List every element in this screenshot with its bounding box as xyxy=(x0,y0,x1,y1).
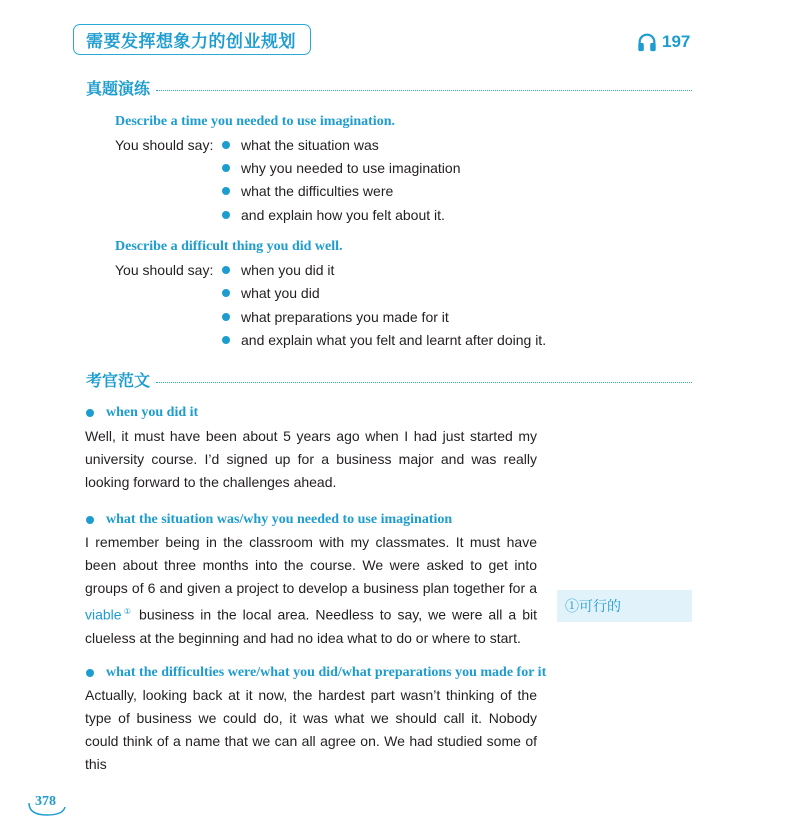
answer-paragraph-text: business in the local area. Needless to say, we were all a bit clueless at the beginning and had no idea what to do or where to start. xyxy=(85,606,537,646)
headphones-icon xyxy=(636,31,658,53)
answer-subheading-text: when you did it xyxy=(106,405,199,420)
question-title: Describe a difficult thing you did well. xyxy=(115,239,343,254)
question-bullet-text: what the situation was xyxy=(241,137,379,153)
question-bullet-text: what preparations you made for it xyxy=(241,309,449,325)
question-prompt: You should say: xyxy=(115,137,214,153)
bullet-dot-icon xyxy=(222,289,230,297)
answer-paragraph xyxy=(85,531,537,650)
question-bullet-text: what the difficulties were xyxy=(241,183,394,199)
track-number: 197 xyxy=(662,32,691,51)
bullet-dot-icon xyxy=(86,669,94,677)
answer-paragraph-text: I remember being in the classroom with my classmates. It must have been about three months into the course. We were asked to get into groups of 6 and given a project to develop a business plan together for a xyxy=(85,534,537,596)
answer-subheading-text: what the difficulties were/what you did/what preparations you made for it xyxy=(106,665,547,680)
answer-subheading xyxy=(86,665,546,681)
question-bullet xyxy=(222,262,334,278)
sample-section-title: 考官范文 xyxy=(86,371,151,390)
bullet-dot-icon xyxy=(86,409,94,417)
dotted-divider xyxy=(156,382,692,383)
answer-subheading-text: what the situation was/why you needed to use imagination xyxy=(106,512,453,527)
bullet-dot-icon xyxy=(86,516,94,524)
bullet-dot-icon xyxy=(222,211,230,219)
question-bullet-text: what you did xyxy=(241,285,320,301)
sample-section-heading xyxy=(86,368,692,391)
question-bullet xyxy=(222,332,546,348)
question-bullet-text: when you did it xyxy=(241,262,335,278)
question-bullet-text: and explain how you felt about it. xyxy=(241,207,445,223)
question-title: Describe a time you needed to use imagination. xyxy=(115,114,395,129)
bullet-dot-icon xyxy=(222,141,230,149)
page-number-text: 378 xyxy=(35,794,56,809)
audio-track xyxy=(636,31,690,53)
question-bullet xyxy=(222,309,449,325)
vocab-footnote-marker: ① xyxy=(121,607,134,616)
chapter-title-text: 需要发挥想象力的创业规划 xyxy=(86,32,296,51)
chapter-title xyxy=(73,24,311,55)
question-prompt: You should say: xyxy=(115,262,214,278)
bullet-dot-icon xyxy=(222,336,230,344)
answer-paragraph: Well, it must have been about 5 years ago when I had just started my university course. I’d signed up for a business major and was really looking forward to the challenges ahead. xyxy=(85,428,537,490)
question-bullet xyxy=(222,137,379,153)
question-bullet xyxy=(222,285,320,301)
vocab-gloss-note xyxy=(557,590,692,622)
answer-paragraph: Actually, looking back at it now, the hardest part wasn’t thinking of the type of business we could do, it was what we should call it. Nobody could think of a name that we can all agree on. We had studied some of this xyxy=(85,687,537,772)
vocab-gloss-text: ①可行的 xyxy=(565,598,621,614)
answer-subheading xyxy=(86,512,452,528)
question-bullet xyxy=(222,183,393,199)
bullet-dot-icon xyxy=(222,164,230,172)
bullet-dot-icon xyxy=(222,266,230,274)
practice-section-heading xyxy=(86,76,692,99)
question-bullet xyxy=(222,160,460,176)
answer-subheading xyxy=(86,405,198,421)
question-bullet xyxy=(222,207,445,223)
question-bullet-text: why you needed to use imagination xyxy=(241,160,461,176)
bullet-dot-icon xyxy=(222,313,230,321)
vocab-word: viable xyxy=(85,606,122,623)
question-bullet-text: and explain what you felt and learnt after doing it. xyxy=(241,332,547,348)
page-number xyxy=(27,789,67,817)
bullet-dot-icon xyxy=(222,187,230,195)
dotted-divider xyxy=(156,90,692,91)
practice-section-title: 真题演练 xyxy=(86,79,151,98)
